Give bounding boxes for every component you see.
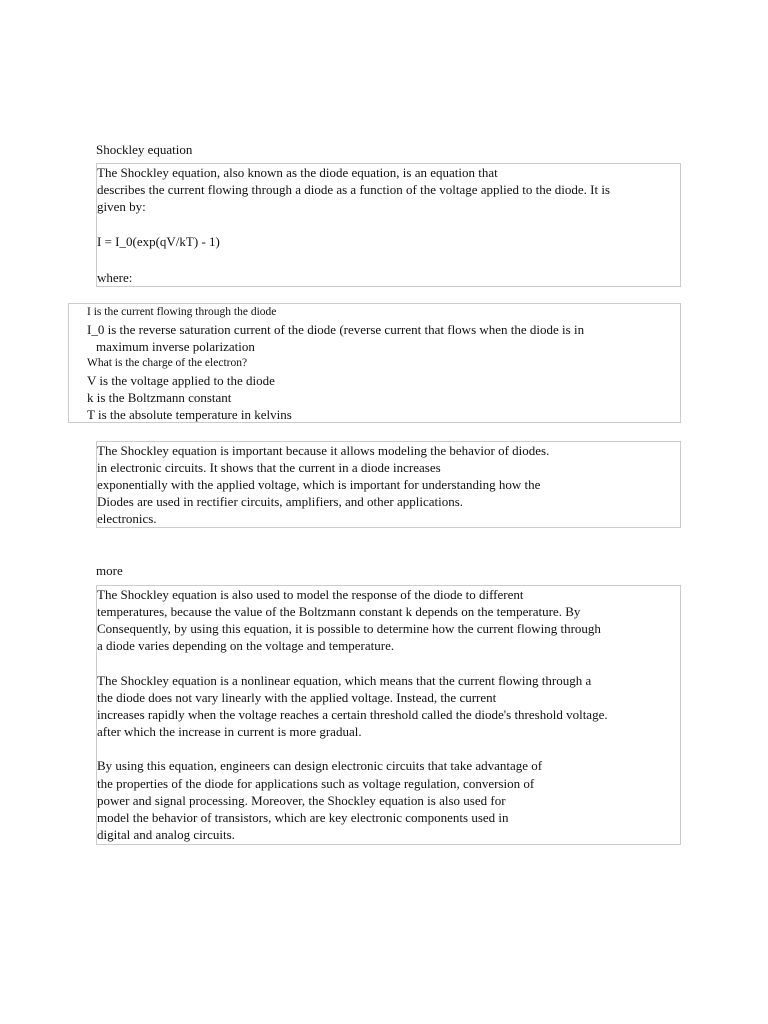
variable-text: k is the Boltzmann constant bbox=[87, 390, 232, 405]
more-paragraph bbox=[97, 672, 680, 741]
more-line: digital and analog circuits. bbox=[97, 826, 235, 842]
blank-line bbox=[97, 251, 680, 270]
more-line: temperatures, because the value of the Boltzmann constant k depends on the temperature. By bbox=[97, 604, 581, 620]
more-heading: more bbox=[96, 563, 123, 578]
more-paragraph bbox=[97, 586, 680, 655]
bullet-icon bbox=[76, 389, 87, 406]
more-line: By using this equation, engineers can design electronic circuits that take advantage of bbox=[97, 758, 543, 774]
bullet-icon bbox=[76, 406, 87, 423]
bullet-icon bbox=[76, 372, 87, 389]
more-box bbox=[96, 585, 681, 845]
more-line: model the behavior of transistors, which are key electronic components used in bbox=[97, 809, 509, 825]
variable-text: What is the charge of the electron? bbox=[87, 357, 248, 369]
variable-item bbox=[76, 321, 680, 338]
shockley-equation: I = I_0(exp(qV/kT) - 1) bbox=[97, 233, 220, 249]
intro-line: given by: bbox=[97, 199, 146, 214]
variable-item bbox=[76, 355, 680, 372]
variable-item bbox=[76, 304, 680, 321]
more-line: The Shockley equation is also used to model the response of the diode to different bbox=[97, 587, 524, 602]
bullet-icon bbox=[76, 355, 87, 372]
more-line: the diode does not vary linearly with the applied voltage. Instead, the current bbox=[97, 689, 497, 705]
importance-line: electronics. bbox=[97, 511, 157, 526]
page-title: Shockley equation bbox=[96, 142, 193, 157]
where-label: where: bbox=[97, 270, 133, 285]
more-line: a diode varies depending on the voltage and temperature. bbox=[97, 638, 395, 654]
variable-item bbox=[76, 372, 680, 389]
intro-box bbox=[96, 163, 681, 287]
importance-box bbox=[96, 441, 681, 528]
intro-line: describes the current flowing through a diode as a function of the voltage applied to the diode. It is bbox=[97, 182, 610, 197]
blank-line bbox=[97, 215, 680, 233]
variables-box bbox=[68, 303, 681, 423]
intro-line: The Shockley equation, also known as the diode equation, is an equation that bbox=[97, 165, 498, 180]
more-line: power and signal processing. Moreover, the Shockley equation is also used for bbox=[97, 792, 506, 808]
importance-line: in electronic circuits. It shows that the current in a diode increases bbox=[97, 460, 441, 475]
blank-line bbox=[97, 655, 680, 672]
variable-text: I is the current flowing through the diode bbox=[87, 306, 277, 318]
importance-line: Diodes are used in rectifier circuits, amplifiers, and other applications. bbox=[97, 494, 464, 509]
bullet-icon bbox=[76, 321, 87, 338]
variable-text: V is the voltage applied to the diode bbox=[87, 373, 275, 388]
variable-text: T is the absolute temperature in kelvins bbox=[87, 407, 292, 422]
more-line: after which the increase in current is more gradual. bbox=[97, 724, 362, 740]
more-line: increases rapidly when the voltage reaches a certain threshold called the diode's threshold voltage. bbox=[97, 706, 608, 722]
variable-continuation: maximum inverse polarization bbox=[96, 339, 255, 354]
variable-text: I_0 is the reverse saturation current of the diode (reverse current that flows when the diode is in bbox=[87, 322, 585, 337]
more-paragraph bbox=[97, 757, 680, 843]
more-line: Consequently, by using this equation, it is possible to determine how the current flowing through bbox=[97, 621, 601, 637]
variable-item bbox=[76, 406, 680, 423]
importance-line: The Shockley equation is important because it allows modeling the behavior of diodes. bbox=[97, 443, 550, 458]
bullet-icon bbox=[76, 304, 87, 321]
more-line: The Shockley equation is a nonlinear equation, which means that the current flowing through a bbox=[97, 672, 592, 688]
more-line: the properties of the diode for applications such as voltage regulation, conversion of bbox=[97, 775, 535, 791]
importance-line: exponentially with the applied voltage, which is important for understanding how the bbox=[97, 477, 541, 492]
blank-line bbox=[97, 740, 680, 757]
variable-item bbox=[76, 389, 680, 406]
